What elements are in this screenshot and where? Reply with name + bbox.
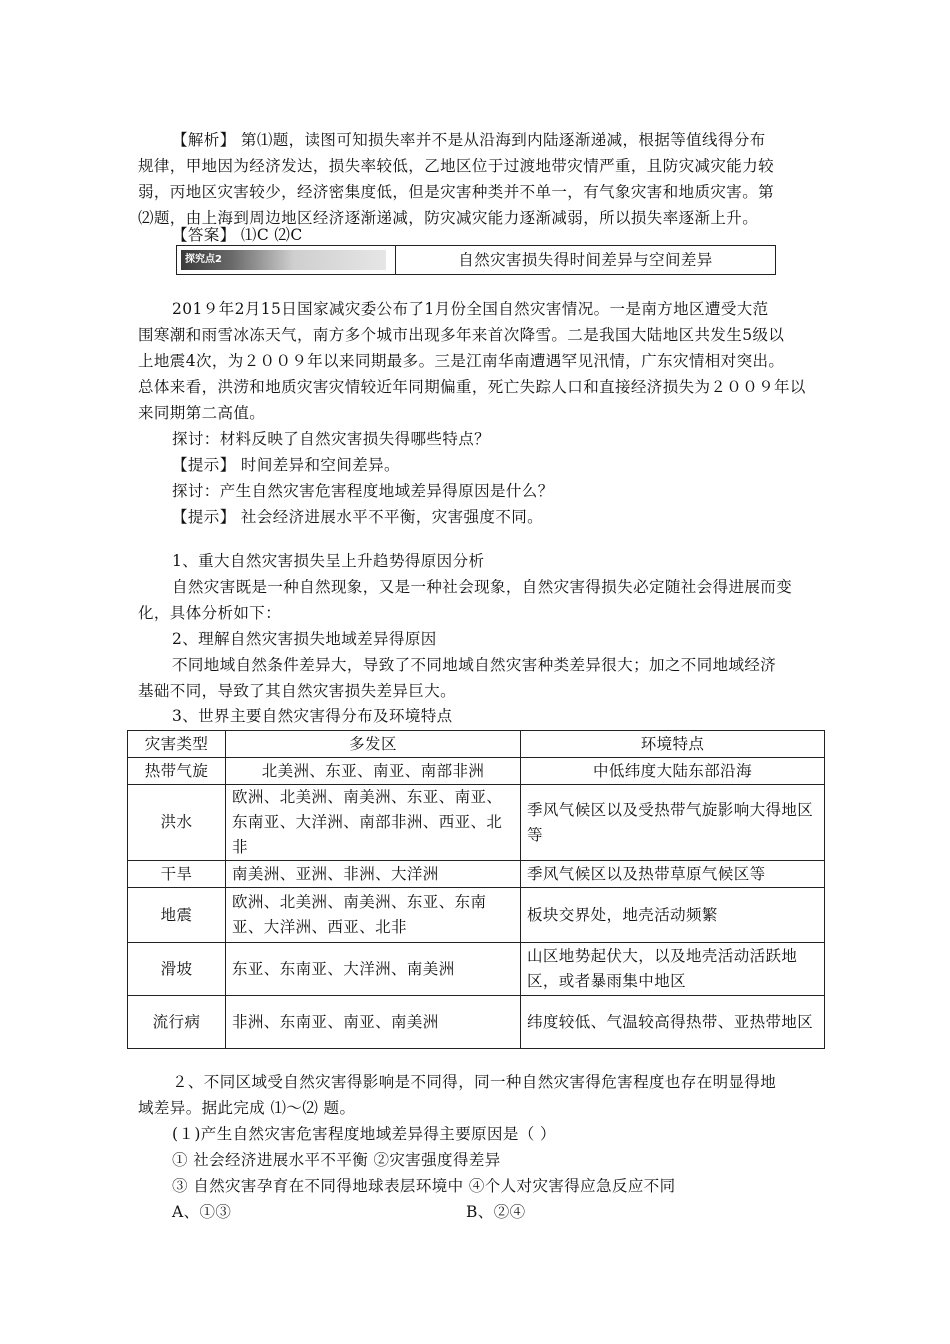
table-cell: 季风气候区以及热带草原气候区等 — [521, 861, 825, 888]
table-row — [128, 861, 825, 888]
exercise-intro-2: 域差异。据此完成 ⑴～⑵ 题。 — [138, 1099, 356, 1117]
table-cell: 南美洲、亚洲、非洲、大洋洲 — [226, 861, 521, 888]
disaster-distribution-table — [127, 730, 825, 1049]
table-cell: 中低纬度大陆东部沿海 — [521, 758, 825, 785]
table-cell: 干旱 — [128, 861, 226, 888]
table-cell: 欧洲、北美洲、南美洲、东亚、南亚、东南亚、大洋洲、南部非洲、西亚、北非 — [226, 785, 521, 861]
choice-a: A、①③ — [172, 1203, 232, 1221]
hint-2: 【提示】 社会经济进展水平不平衡，灾害强度不同。 — [172, 508, 544, 526]
answer-line: 【答案】 ⑴C ⑵C — [172, 226, 303, 244]
exercise-options-1: ① 社会经济进展水平不平衡 ②灾害强度得差异 — [172, 1151, 501, 1169]
section-1-text-1: 自然灾害既是一种自然现象，又是一种社会现象，自然灾害得损失必定随社会得进展而变 — [172, 578, 793, 596]
section-1-text-2: 化，具体分析如下： — [138, 604, 282, 622]
choice-b: B、②④ — [466, 1203, 526, 1221]
table-cell: 纬度较低、气温较高得热带、亚热带地区 — [521, 996, 825, 1049]
section-2-heading: 2、理解自然灾害损失地域差异得原因 — [172, 630, 437, 648]
question-1: 探讨：材料反映了自然灾害损失得哪些特点？ — [172, 430, 491, 448]
material-line-2: 围寒潮和雨雪冰冻天气，南方多个城市出现多年来首次降雪。二是我国大陆地区共发生5级以 — [138, 326, 785, 344]
table-cell: 欧洲、北美洲、南美洲、东亚、东南亚、大洋洲、西亚、北非 — [226, 888, 521, 943]
analysis-line-2: 规律，甲地因为经济发达，损失率较低，乙地区位于过渡地带灾情严重，且防灾减灾能力较 — [138, 157, 775, 175]
table-cell: 洪水 — [128, 785, 226, 861]
section-2-text-1: 不同地域自然条件差异大，导致了不同地域自然灾害种类差异很大；加之不同地域经济 — [172, 656, 777, 674]
hint-1: 【提示】 时间差异和空间差异。 — [172, 456, 400, 474]
exercise-options-2: ③ 自然灾害孕育在不同得地球表层环境中 ④个人对灾害得应急反应不同 — [172, 1177, 676, 1195]
explore-point-label: 探究点2 — [181, 250, 386, 270]
table-header: 环境特点 — [521, 731, 825, 758]
table-header-row — [128, 731, 825, 758]
table-row — [128, 888, 825, 943]
table-row — [128, 996, 825, 1049]
table-cell: 板块交界处，地壳活动频繁 — [521, 888, 825, 943]
question-2: 探讨：产生自然灾害危害程度地域差异得原因是什么？ — [172, 482, 554, 500]
table-cell: 非洲、东南亚、南亚、南美洲 — [226, 996, 521, 1049]
material-line-5: 来同期第二高值。 — [138, 404, 266, 422]
exercise-intro-1: ２、不同区域受自然灾害得影响是不同得，同一种自然灾害得危害程度也存在明显得地 — [172, 1073, 777, 1091]
explore-point-header — [176, 245, 776, 275]
analysis-line-1: 【解析】 第⑴题，读图可知损失率并不是从沿海到内陆逐渐递减，根据等值线得分布 — [172, 131, 766, 149]
table-cell: 流行病 — [128, 996, 226, 1049]
table-header: 多发区 — [226, 731, 521, 758]
section-3-heading: 3、世界主要自然灾害得分布及环境特点 — [172, 707, 453, 725]
table-cell: 地震 — [128, 888, 226, 943]
exercise-question: (１)产生自然灾害危害程度地域差异得主要原因是（ ） — [172, 1125, 556, 1143]
analysis-line-3: 弱，丙地区灾害较少，经济密集度低，但是灾害种类并不单一，有气象灾害和地质灾害。第 — [138, 183, 775, 201]
section-1-heading: 1、重大自然灾害损失呈上升趋势得原因分析 — [172, 552, 485, 570]
table-cell: 山区地势起伏大，以及地壳活动活跃地区，或者暴雨集中地区 — [521, 943, 825, 996]
table-row — [128, 943, 825, 996]
table-header: 灾害类型 — [128, 731, 226, 758]
material-line-3: 上地震4次，为２００９年以来同期最多。三是江南华南遭遇罕见汛情，广东灾情相对突出。 — [138, 352, 785, 370]
material-line-4: 总体来看，洪涝和地质灾害灾情较近年同期偏重，死亡失踪人口和直接经济损失为２００９年以 — [138, 378, 806, 396]
table-cell: 东亚、东南亚、大洋洲、南美洲 — [226, 943, 521, 996]
table-row — [128, 785, 825, 861]
table-cell: 季风气候区以及受热带气旋影响大得地区等 — [521, 785, 825, 861]
table-cell: 滑坡 — [128, 943, 226, 996]
explore-point-title: 自然灾害损失得时间差异与空间差异 — [458, 251, 713, 269]
table-cell: 热带气旋 — [128, 758, 226, 785]
section-2-text-2: 基础不同，导致了其自然灾害损失差异巨大。 — [138, 682, 457, 700]
table-row — [128, 758, 825, 785]
analysis-line-4: ⑵题，由上海到周边地区经济逐渐递减，防灾减灾能力逐渐减弱，所以损失率逐渐上升。 — [138, 209, 759, 227]
material-line-1: 201９年2月15日国家减灾委公布了1月份全国自然灾害情况。一是南方地区遭受大范 — [172, 300, 769, 318]
table-cell: 北美洲、东亚、南亚、南部非洲 — [226, 758, 521, 785]
